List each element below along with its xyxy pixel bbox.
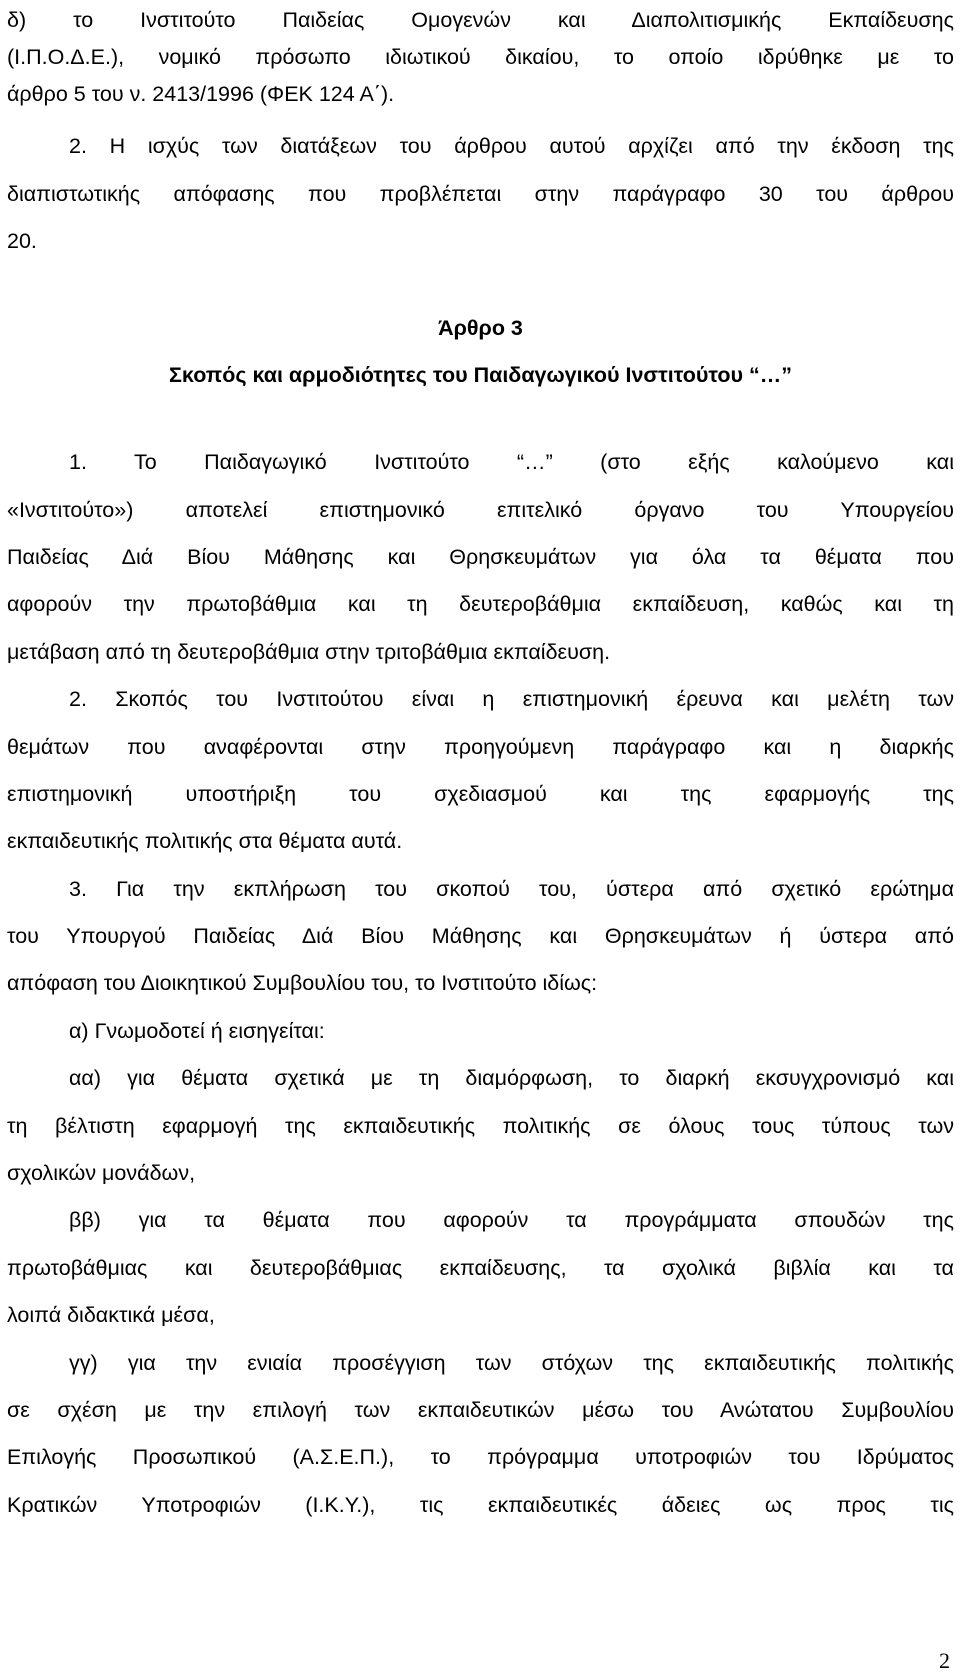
text-line: «Ινστιτούτο») αποτελεί επιστημονικό επιτελικό όργανο του Υπουργείου (7, 498, 954, 522)
article-title: Σκοπός και αρμοδιότητες του Παιδαγωγικού Ινστιτούτου “…” (169, 363, 792, 387)
text-line: σε σχέση με την επιλογή των εκπαιδευτικών μέσω του Ανώτατου Συμβουλίου (7, 1398, 954, 1422)
text-line: Επιλογής Προσωπικού (Α.Σ.Ε.Π.), το πρόγραμμα υποτροφιών του Ιδρύματος (7, 1445, 954, 1469)
text-line: άρθρο 5 του ν. 2413/1996 (ΦΕΚ 124 Α΄). (7, 82, 395, 106)
text-line: 2. Σκοπός του Ινστιτούτου είναι η επιστημονική έρευνα και μελέτη των (69, 687, 954, 711)
text-line: α) Γνωμοδοτεί ή εισηγείται: (69, 1019, 325, 1043)
text-line: 2. Η ισχύς των διατάξεων του άρθρου αυτού αρχίζει από την έκδοση της (69, 134, 954, 158)
text-line: λοιπά διδακτικά μέσα, (7, 1303, 215, 1327)
text-line: γγ) για την ενιαία προσέγγιση των στόχων της εκπαιδευτικής πολιτικής (69, 1351, 954, 1375)
text-line: τη βέλτιστη εφαρμογή της εκπαιδευτικής πολιτικής σε όλους τους τύπους των (7, 1114, 954, 1138)
text-line: αφορούν την πρωτοβάθμια και τη δευτεροβάθμια εκπαίδευση, καθώς και τη (7, 592, 954, 616)
text-line: απόφαση του Διοικητικού Συμβουλίου του, το Ινστιτούτο ιδίως: (7, 971, 598, 995)
page-number: 2 (939, 1648, 950, 1673)
text-line: εκπαιδευτικής πολιτικής στα θέματα αυτά. (7, 829, 403, 853)
text-line: ββ) για τα θέματα που αφορούν τα προγράμματα σπουδών της (69, 1208, 954, 1232)
text-line: (Ι.Π.Ο.Δ.Ε.), νομικό πρόσωπο ιδιωτικού δικαίου, το οποίο ιδρύθηκε με το (7, 45, 954, 69)
text-line: δ) το Ινστιτούτο Παιδείας Ομογενών και Διαπολιτισμικής Εκπαίδευσης (7, 8, 954, 32)
text-line: μετάβαση από τη δευτεροβάθμια στην τριτοβάθμια εκπαίδευση. (7, 640, 611, 664)
text-line: αα) για θέματα σχετικά με τη διαμόρφωση, το διαρκή εκσυγχρονισμό και (69, 1066, 954, 1090)
text-line: θεμάτων που αναφέρονται στην προηγούμενη παράγραφο και η διαρκής (7, 735, 954, 759)
article-number: Άρθρο 3 (438, 316, 523, 340)
text-line: πρωτοβάθμιας και δευτεροβάθμιας εκπαίδευσης, τα σχολικά βιβλία και τα (7, 1256, 954, 1280)
text-line: 3. Για την εκπλήρωση του σκοπού του, ύστερα από σχετικό ερώτημα (69, 877, 954, 901)
text-line: 20. (7, 229, 37, 253)
text-line: του Υπουργού Παιδείας Διά Βίου Μάθησης και Θρησκευμάτων ή ύστερα από (7, 924, 954, 948)
text-line: Παιδείας Διά Βίου Μάθησης και Θρησκευμάτων για όλα τα θέματα που (7, 545, 954, 569)
text-line: σχολικών μονάδων, (7, 1161, 196, 1185)
text-line: διαπιστωτικής απόφασης που προβλέπεται στην παράγραφο 30 του άρθρου (7, 182, 954, 206)
text-line: 1. Το Παιδαγωγικό Ινστιτούτο “…” (στο εξής καλούμενο και (69, 450, 954, 474)
text-line: Κρατικών Υποτροφιών (Ι.Κ.Υ.), τις εκπαιδευτικές άδειες ως προς τις (7, 1493, 954, 1517)
text-line: επιστημονική υποστήριξη του σχεδιασμού και της εφαρμογής της (7, 782, 954, 806)
